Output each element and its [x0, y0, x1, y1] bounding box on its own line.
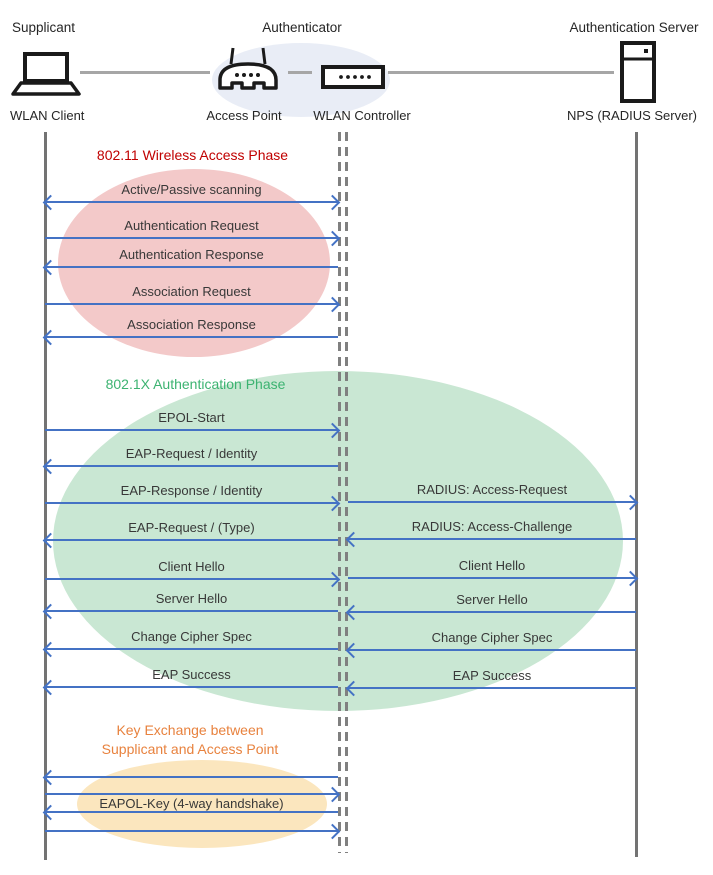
node-wlan-controller: WLAN Controller [313, 108, 411, 123]
message-label: EAP-Request / (Type) [128, 520, 255, 535]
phase-title-key-exchange-line2: Supplicant and Access Point [101, 741, 279, 757]
arrow-line [45, 336, 338, 338]
node-access-point: Access Point [206, 108, 282, 123]
connector-client-ap [80, 71, 210, 74]
role-authenticator: Authenticator [262, 20, 342, 35]
arrow-line [45, 237, 338, 239]
message-label: Active/Passive scanning [121, 182, 262, 197]
connector-ap-controller [288, 71, 312, 74]
arrow-line [348, 687, 636, 689]
arrow-line [45, 201, 338, 203]
arrow-line [45, 578, 338, 580]
message-label: Server Hello [456, 592, 528, 607]
arrow-line [45, 811, 338, 813]
arrow-line [348, 577, 636, 579]
node-nps-radius-server: NPS (RADIUS Server) [566, 108, 698, 123]
message-label: EAP-Response / Identity [120, 483, 263, 498]
message-label: Authentication Response [119, 247, 264, 262]
arrow-line [45, 610, 338, 612]
message-label: Association Request [132, 284, 251, 299]
message-label: RADIUS: Access-Challenge [411, 519, 573, 534]
arrow-line [348, 538, 636, 540]
message-label: EAP-Request / Identity [125, 446, 258, 461]
arrow-line [45, 776, 338, 778]
role-authentication-server: Authentication Server [569, 20, 699, 35]
message-label: EAP Success [452, 668, 532, 683]
arrow-line [45, 502, 338, 504]
wlan-controller-icon [321, 65, 385, 94]
message-label: EAP Success [152, 667, 231, 682]
message-label: EPOL-Start [158, 410, 225, 425]
arrow-line [45, 266, 338, 268]
message-label: EAPOL-Key (4-way handshake) [99, 796, 284, 811]
arrow-line [348, 611, 636, 613]
arrow-line [45, 539, 338, 541]
message-label: Authentication Request [124, 218, 259, 233]
arrow-line [45, 648, 338, 650]
arrow-line [45, 465, 338, 467]
message-label: Client Hello [158, 559, 225, 574]
arrow-line [45, 793, 338, 795]
arrow-line [348, 649, 636, 651]
arrow-line [45, 686, 338, 688]
server-icon [620, 41, 656, 108]
arrow-line [45, 429, 338, 431]
phase-title-80211-wireless: 802.11 Wireless Access Phase [96, 147, 289, 163]
arrow-line [45, 303, 338, 305]
message-label: Association Response [127, 317, 256, 332]
message-label: RADIUS: Access-Request [416, 482, 568, 497]
message-label: Change Cipher Spec [131, 629, 252, 644]
message-label: Change Cipher Spec [431, 630, 553, 645]
connector-controller-server [388, 71, 614, 74]
message-label: Client Hello [458, 558, 526, 573]
laptop-icon [10, 52, 82, 103]
node-wlan-client: WLAN Client [10, 108, 85, 123]
message-label: Server Hello [155, 591, 228, 606]
arrow-line [45, 830, 338, 832]
arrow-line [348, 501, 636, 503]
phase-title-8021x-authentication: 802.1X Authentication Phase [105, 376, 286, 392]
phase-title-key-exchange-line1: Key Exchange between [116, 722, 264, 738]
role-supplicant: Supplicant [12, 20, 76, 35]
access-point-icon [216, 46, 280, 101]
